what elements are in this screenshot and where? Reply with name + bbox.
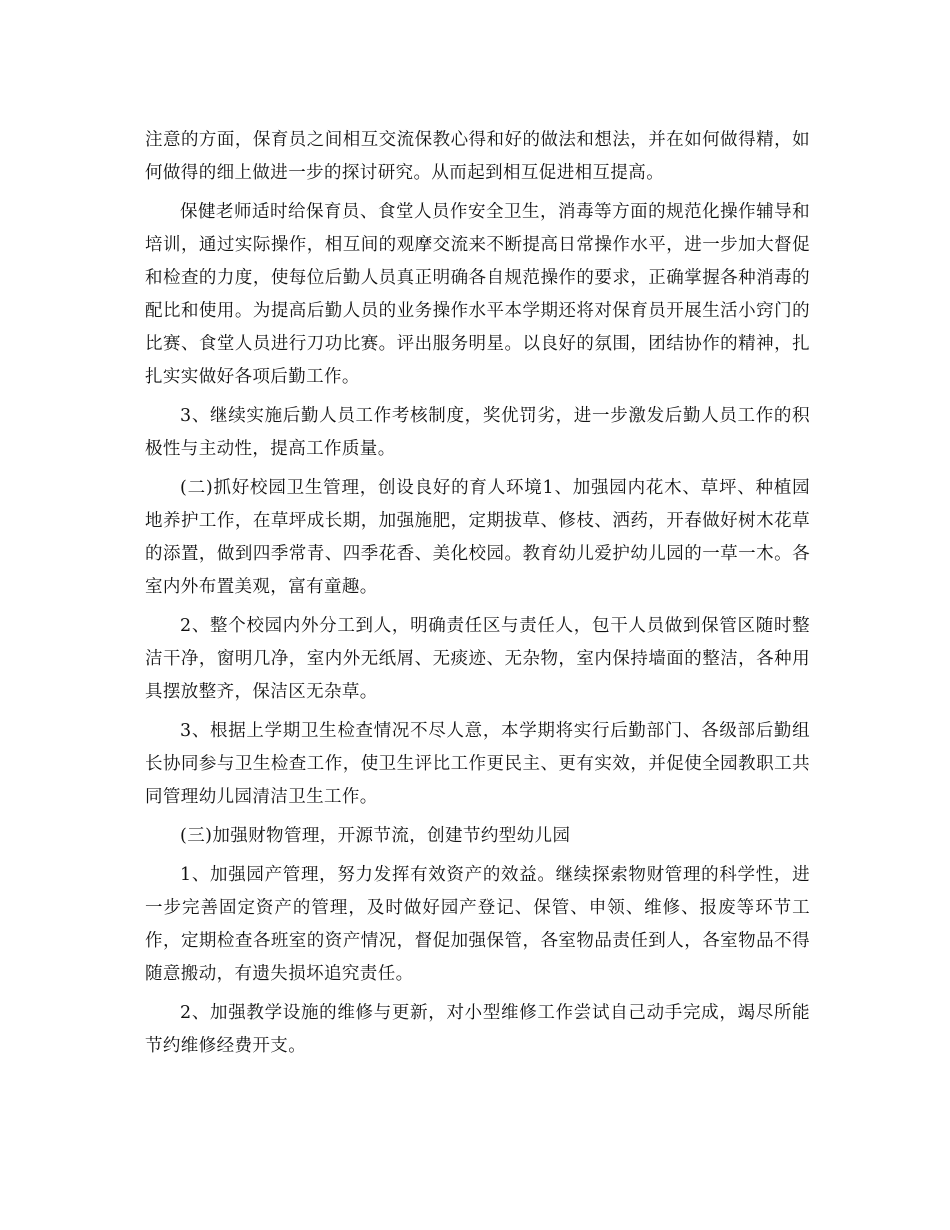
- paragraph-health-teacher-training: 保健老师适时给保育员、食堂人员作安全卫生，消毒等方面的规范化操作辅导和培训，通过实际操作，相互间的观摩交流来不断提高日常操作水平，进一步加大督促和检查的力度，使每位后勤人员真正明确各自规范操作的要求，正确掌握各种消毒的配比和使用。为提高后勤人员的业务操作水平本学期还将对保育员开展生活小窍门的比赛、食堂人员进行刀功比赛。评出服务明星。以良好的氛围，团结协作的精神，扎扎实实做好各项后勤工作。: [145, 202, 810, 387]
- paragraph-assessment-system: 3、继续实施后勤人员工作考核制度，奖优罚劣，进一步激发后勤人员工作的积极性与主动性，提高工作质量。: [145, 406, 810, 459]
- paragraph-hygiene-inspection: 3、根据上学期卫生检查情况不尽人意，本学期将实行后勤部门、各级部后勤组长协同参与卫生检查工作，使卫生评比工作更民主、更有实效，并促使全园教职工共同管理幼儿园清洁卫生工作。: [145, 721, 810, 807]
- document-body: [145, 124, 810, 1069]
- paragraph-property-management-heading: (三)加强财物管理，开源节流，创建节约型幼儿园: [180, 826, 571, 846]
- paragraph-facility-maintenance: 2、加强教学设施的维修与更新，对小型维修工作尝试自己动手完成，竭尽所能节约维修经费开支。: [145, 1003, 810, 1056]
- paragraph-asset-management: 1、加强园产管理，努力发挥有效资产的效益。继续探索物财管理的科学性，进一步完善固定资产的管理，及时做好园产登记、保管、申领、维修、报废等环节工作，定期检查各班室的资产情况，督促加强保管，各室物品责任到人，各室物品不得随意搬动，有遗失损坏追究责任。: [145, 865, 810, 984]
- paragraph-responsibility-areas: 2、整个校园内外分工到人，明确责任区与责任人，包干人员做到保管区随时整洁干净，窗明几净，室内外无纸屑、无痰迹、无杂物，室内保持墙面的整洁，各种用具摆放整齐，保洁区无杂草。: [145, 616, 810, 702]
- paragraph-continuation: 注意的方面，保育员之间相互交流保教心得和好的做法和想法，并在如何做得精，如何做得的细上做进一步的探讨研究。从而起到相互促进相互提高。: [145, 130, 810, 183]
- paragraph-campus-hygiene-heading: (二)抓好校园卫生管理，创设良好的育人环境1、加强园内花木、草坪、种植园地养护工作，在草坪成长期，加强施肥，定期拔草、修枝、洒药，开春做好树木花草的添置，做到四季常青、四季花香、美化校园。教育幼儿爱护幼儿园的一草一木。各室内外布置美观，富有童趣。: [145, 478, 810, 597]
